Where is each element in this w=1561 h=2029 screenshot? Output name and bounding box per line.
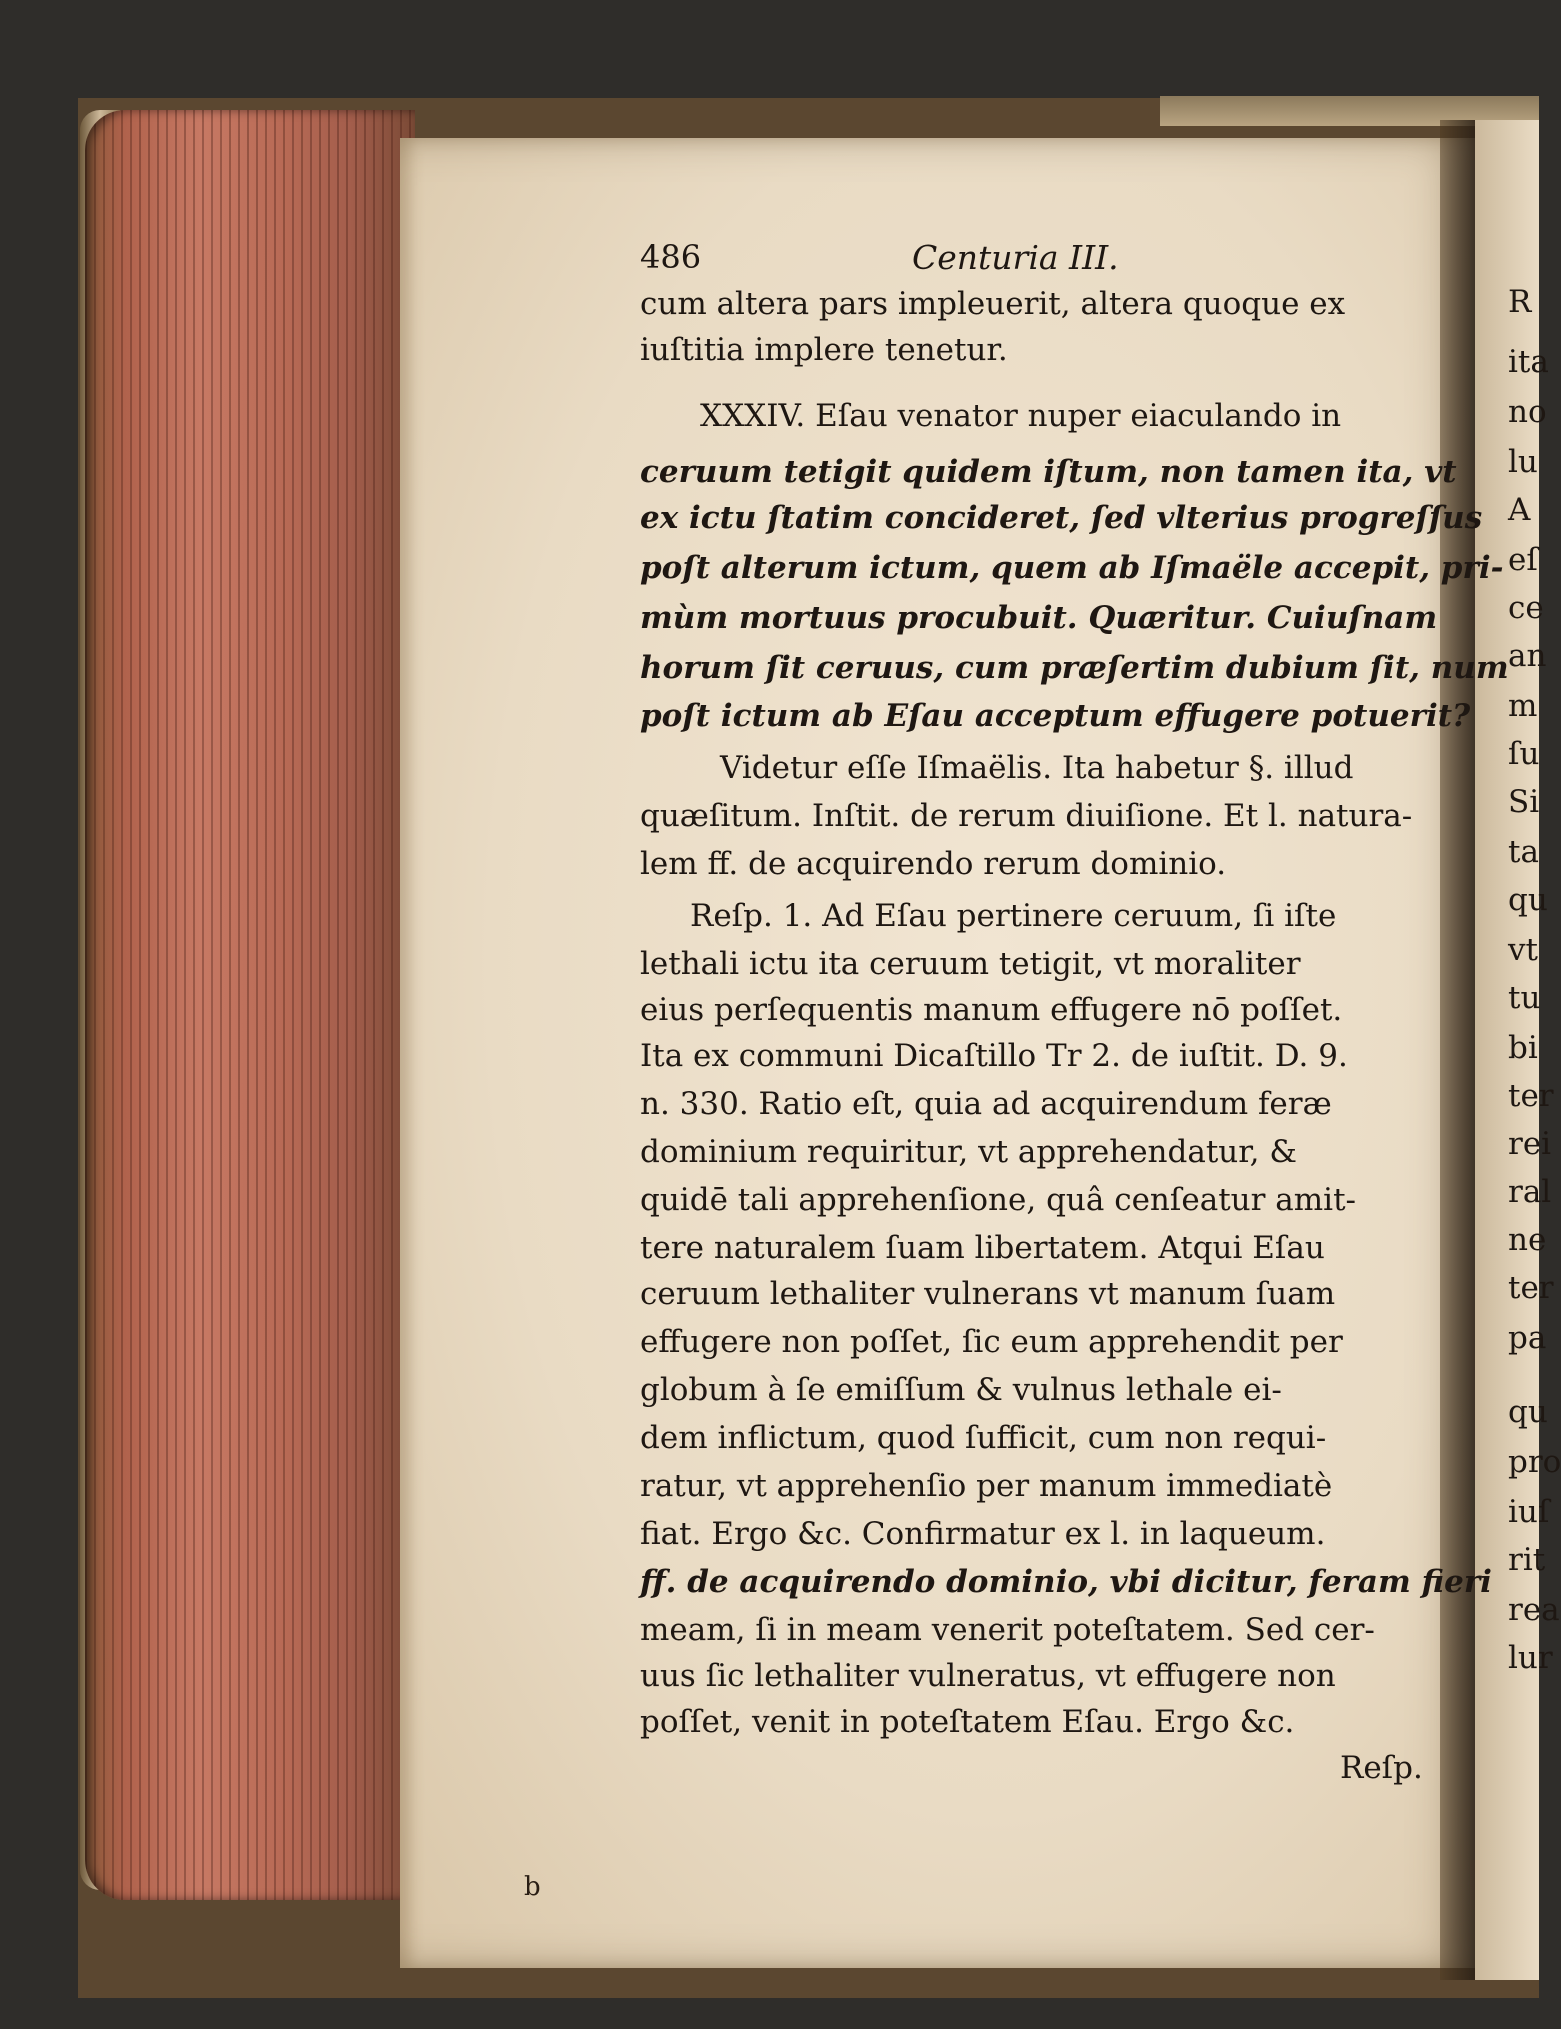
fragment: lur [1508, 1640, 1553, 1676]
fragment: an [1508, 638, 1547, 674]
text-line: quæſitum. Inſtit. de rerum diuiſione. Et l. natura- [640, 798, 1413, 834]
text-line: globum à ſe emiſſum & vulnus lethale ei- [640, 1372, 1282, 1408]
text-line: iuſtitia implere tenetur. [640, 332, 1008, 368]
text-line: quidē tali apprehenſione, quâ cenſeatur amit- [640, 1182, 1357, 1218]
fragment: ce [1508, 590, 1544, 626]
fragment: m [1508, 688, 1538, 724]
catchword: Reſp. [1340, 1750, 1423, 1786]
text-line: meam, ſi in meam venerit poteſtatem. Sed cer- [640, 1612, 1375, 1648]
text-line: Videtur eſſe Iſmaëlis. Ita habetur §. illud [720, 750, 1354, 786]
text-line: cum altera pars impleuerit, altera quoque ex [640, 286, 1346, 322]
fragment: tu [1508, 980, 1541, 1016]
fragment: A [1508, 492, 1531, 528]
text-line: horum ſit ceruus, cum præſertim dubium ſit, num [640, 650, 1509, 686]
fragment: rit [1508, 1542, 1546, 1578]
text-line: Reſp. 1. Ad Eſau pertinere ceruum, ſi iſte [690, 898, 1337, 934]
fragment: ita [1508, 344, 1549, 380]
text-line: dominium requiritur, vt apprehendatur, & [640, 1134, 1297, 1170]
text-line: lethali ictu ita ceruum tetigit, vt moraliter [640, 946, 1301, 982]
fragment: pa [1508, 1320, 1547, 1356]
fragment: rea [1508, 1592, 1560, 1628]
text-line: ceruum lethaliter vulnerans vt manum ſuam [640, 1276, 1336, 1312]
fragment: Si [1508, 784, 1540, 820]
text-line: eius perſequentis manum effugere nō poſſet. [640, 992, 1343, 1028]
fragment: rei [1508, 1126, 1552, 1162]
text-line: mùm mortuus procubuit. Quæritur. Cuiuſnam [640, 600, 1438, 636]
fragment: lu [1508, 444, 1538, 480]
fragment: qu [1508, 882, 1548, 918]
text-line: poſſet, venit in poteſtatem Eſau. Ergo &c. [640, 1704, 1295, 1740]
text-line: XXXIV. Eſau venator nuper eiaculando in [700, 398, 1342, 434]
text-line: fiat. Ergo &c. Confirmatur ex l. in laqueum. [640, 1516, 1326, 1552]
fragment: ſu [1508, 736, 1540, 772]
fragment: bi [1508, 1030, 1538, 1066]
text-line: ratur, vt apprehenſio per manum immediatè [640, 1468, 1333, 1504]
text-line: lem ff. de acquirendo rerum dominio. [640, 846, 1227, 882]
text-line: uus ſic lethaliter vulneratus, vt effugere non [640, 1658, 1336, 1694]
text-line: n. 330. Ratio eſt, quia ad acquirendum feræ [640, 1086, 1332, 1122]
text-line: Ita ex communi Dicaſtillo Tr 2. de iuſtit. D. 9. [640, 1038, 1348, 1074]
fragment: qu [1508, 1394, 1548, 1430]
text-line: ff. de acquirendo dominio, vbi dicitur, feram fieri [640, 1564, 1492, 1600]
fragment: ter [1508, 1078, 1554, 1114]
fragment: eſ [1508, 542, 1538, 578]
text-line: ceruum tetigit quidem iſtum, non tamen ita, vt [640, 454, 1457, 490]
fragment: ta [1508, 834, 1539, 870]
text-line: poſt alterum ictum, quem ab Iſmaële accepit, pri- [640, 550, 1504, 586]
signature-mark: b [524, 1872, 541, 1902]
fragment: ne [1508, 1222, 1547, 1258]
running-head: Centuria III. [912, 238, 1119, 277]
page-number: 486 [640, 238, 702, 276]
text-line: ex ictu ſtatim concideret, ſed vlterius progreſſus [640, 500, 1483, 536]
fragment: ter [1508, 1270, 1554, 1306]
text-line: tere naturalem ſuam libertatem. Atqui Eſau [640, 1230, 1325, 1266]
page-edges [85, 110, 415, 1900]
fragment: vt [1508, 932, 1538, 968]
text-line: poſt ictum ab Eſau acceptum effugere potuerit? [640, 698, 1471, 734]
fragment: pro [1508, 1444, 1561, 1480]
text-line: effugere non poſſet, ſic eum apprehendit per [640, 1324, 1343, 1360]
text-line: dem inflictum, quod ſufficit, cum non requi- [640, 1420, 1327, 1456]
fragment: ral [1508, 1174, 1552, 1210]
fragment: R [1508, 284, 1532, 320]
fragment: iuſ [1508, 1494, 1550, 1530]
fragment: no [1508, 394, 1547, 430]
